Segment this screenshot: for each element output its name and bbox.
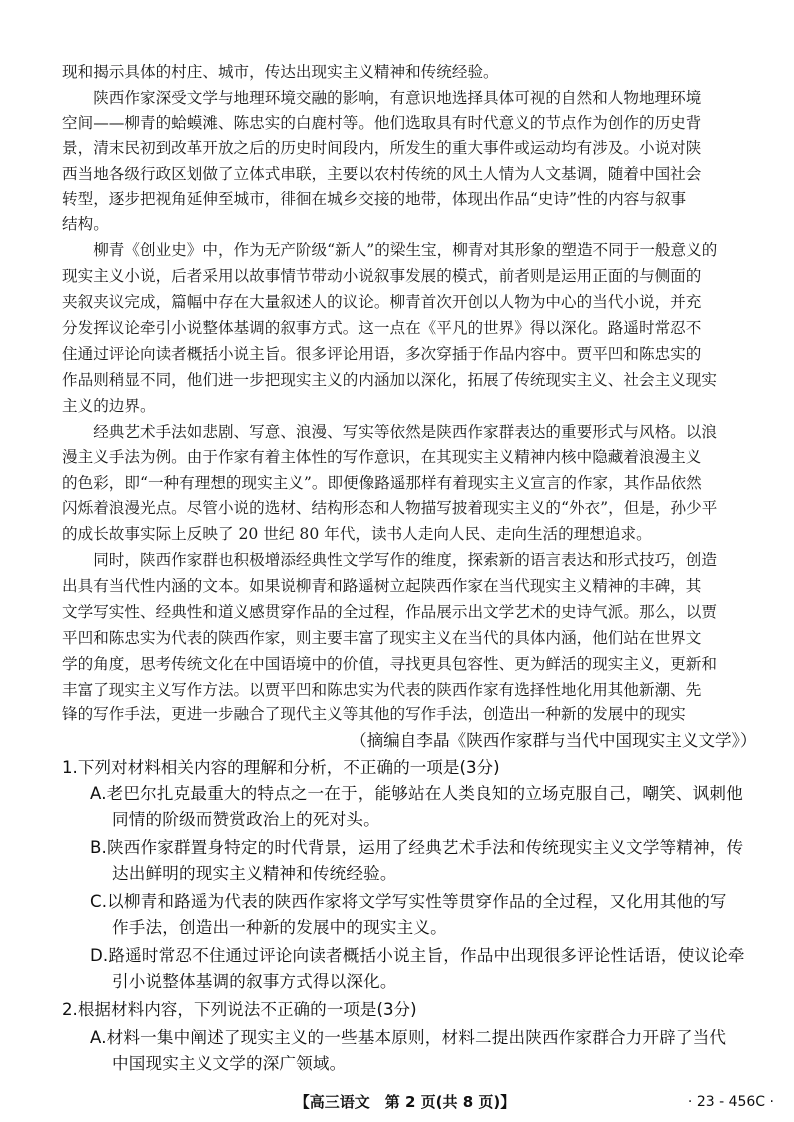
q2-option-a-cont: 中国现实主义文学的深广领域。 bbox=[112, 1054, 347, 1073]
passage-line: 的成长故事实际上反映了 20 世纪 80 年代，读书人走向人民、走向生活的理想追求。 bbox=[62, 525, 652, 543]
passage-line: 现和揭示具体的村庄、城市，传达出现实主义精神和传统经验。 bbox=[62, 63, 499, 81]
passage-line: 现实主义小说，后者采用以故事情节带动小说叙事发展的模式，前者则是运用正面的与侧面的 bbox=[62, 267, 702, 285]
passage-line: 出具有当代性内涵的文本。如果说柳青和路遥树立起陕西作家在当代现实主义精神的丰碑，其 bbox=[62, 577, 702, 595]
passage-line: 漫主义手法为例。由于作家有着主体性的写作意识，在其现实主义精神内核中隐藏着浪漫主义 bbox=[62, 448, 702, 466]
q2-option-a[interactable]: A.材料一集中阐述了现实主义的一些基本原则，材料二提出陕西作家群合力开辟了当代 bbox=[90, 1028, 727, 1047]
q1-option-c-cont: 作手法，创造出一种新的发展中的现实主义。 bbox=[112, 918, 447, 937]
passage-line: 锋的写作手法，更进一步融合了现代主义等其他的写作手法，创造出一种新的发展中的现实 bbox=[62, 705, 686, 723]
page-number: 【高三语文 第 2 页(共 8 页)】 bbox=[294, 1093, 516, 1111]
passage-line: 柳青《创业史》中，作为无产阶级“新人”的梁生宝，柳青对其形象的塑造不同于一般意义的 bbox=[62, 241, 718, 259]
passage-line: 丰富了现实主义写作方法。以贾平凹和陈忠实为代表的陕西作家有选择性地化用其他新潮、先 bbox=[62, 681, 702, 699]
passage-line: 结构。 bbox=[62, 215, 109, 233]
passage-line: 空间——柳青的蛤蟆滩、陈忠实的白鹿村等。他们选取具有时代意义的节点作为创作的历史背 bbox=[62, 114, 702, 132]
passage-line: 同时，陕西作家群也积极增添经典性文学写作的维度，探索新的语言表达和形式技巧，创造 bbox=[62, 551, 717, 569]
q1-option-a[interactable]: A.老巴尔扎克最重大的特点之一在于，能够站在人类良知的立场克服自己，嘲笑、讽刺他 bbox=[90, 784, 743, 803]
passage-source: （摘编自李晶《陕西作家群与当代中国现实主义文学》） bbox=[350, 731, 757, 750]
passage-line: 住通过评论向读者概括小说主旨。很多评论用语，多次穿插于作品内容中。贾平凹和陈忠实的 bbox=[62, 345, 702, 363]
q1-option-d-cont: 引小说整体基调的叙事方式得以深化。 bbox=[112, 972, 397, 991]
passage-line: 转型，逐步把视角延伸至城市，徘徊在城乡交接的地带，体现出作品“史诗”性的内容与叙事 bbox=[62, 190, 687, 208]
passage-line: 西当地各级行政区划做了立体式串联，主要以农村传统的风土人情为人文基调，随着中国社会 bbox=[62, 165, 702, 183]
passage-line: 学的角度，思考传统文化在中国语境中的价值，寻找更具包容性、更为鲜活的现实主义，更新和 bbox=[62, 655, 717, 673]
passage-line: 主义的边界。 bbox=[62, 397, 156, 415]
question-2-stem: 2.根据材料内容，下列说法不正确的一项是(3分) bbox=[62, 1000, 417, 1019]
passage-line: 作品则稍显不同，他们进一步把现实主义的内涵加以深化，拓展了传统现实主义、社会主义现实 bbox=[62, 371, 717, 389]
passage-line: 夹叙夹议完成，篇幅中存在大量叙述人的议论。柳青首次开创以人物为中心的当代小说，并充 bbox=[62, 293, 702, 311]
question-1-stem: 1.下列对材料相关内容的理解和分析，不正确的一项是(3分) bbox=[62, 758, 500, 777]
q1-option-b-cont: 达出鲜明的现实主义精神和传统经验。 bbox=[112, 864, 397, 883]
passage-line: 陕西作家深受文学与地理环境交融的影响，有意识地选择具体可视的自然和人物地理环境 bbox=[62, 89, 702, 107]
q1-option-a-cont: 同情的阶级而赞赏政治上的死对头。 bbox=[112, 810, 380, 829]
passage-line: 经典艺术手法如悲剧、写意、浪漫、写实等依然是陕西作家群表达的重要形式与风格。以浪 bbox=[62, 423, 717, 441]
passage-line: 闪烁着浪漫光点。尽管小说的选材、结构形态和人物描写披着现实主义的“外衣”，但是，孙少平 bbox=[62, 499, 718, 517]
passage-line: 的色彩，即“一种有理想的现实主义”。即便像路遥那样有着现实主义宣言的作家，其作品依然 bbox=[62, 474, 702, 492]
q1-option-c[interactable]: C.以柳青和路遥为代表的陕西作家将文学写实性等贯穿作品的全过程，又化用其他的写 bbox=[90, 892, 727, 911]
passage-line: 平凹和陈忠实为代表的陕西作家，则主要丰富了现实主义在当代的具体内涵，他们站在世界文 bbox=[62, 629, 702, 647]
passage-line: 文学写实性、经典性和道义感贯穿作品的全过程，作品展示出文学艺术的史诗气派。那么，以贾 bbox=[62, 603, 717, 621]
exam-code: · 23 - 456C · bbox=[687, 1094, 774, 1110]
page-footer bbox=[0, 1092, 794, 1112]
q1-option-b[interactable]: B.陕西作家群置身特定的时代背景，运用了经典艺术手法和传统现实主义文学等精神，传 bbox=[90, 838, 744, 857]
passage-line: 景，清末民初到改革开放之后的历史时间段内，所发生的重大事件或运动均有涉及。小说对陕 bbox=[62, 139, 702, 157]
passage-line: 分发挥议论牵引小说整体基调的叙事方式。这一点在《平凡的世界》得以深化。路遥时常忍不 bbox=[62, 319, 702, 337]
q1-option-d[interactable]: D.路遥时常忍不住通过评论向读者概括小说主旨，作品中出现很多评论性话语，使议论牵 bbox=[90, 946, 745, 965]
